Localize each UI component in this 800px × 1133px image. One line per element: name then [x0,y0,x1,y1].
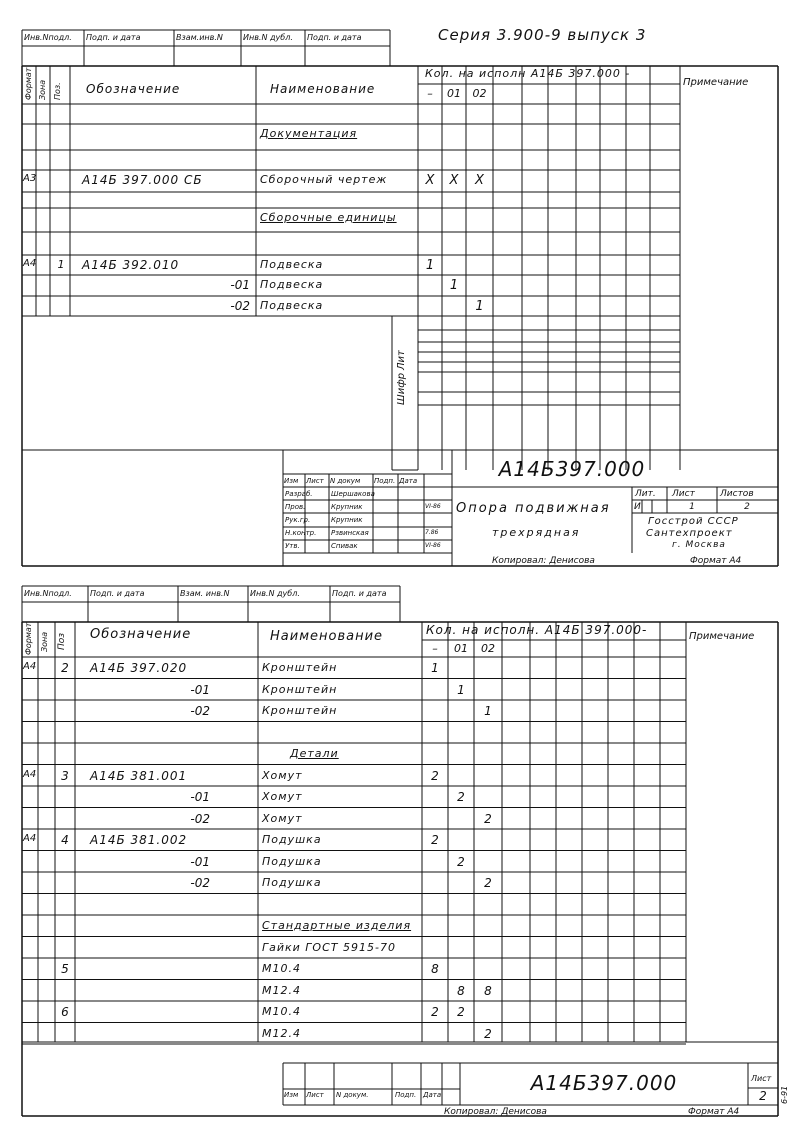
row-name: Детали [290,747,339,760]
row-qty: 1 [431,661,439,675]
series-note: Серия 3.900-9 выпуск 3 [438,26,647,44]
row-format: А3 [23,173,37,184]
col-header-format: Формат [24,67,33,100]
stamp-head-cell: Дата [399,477,418,485]
stamp-role: Разраб. [285,490,313,498]
row-pos: 4 [61,833,69,847]
col-header-designation: Обозначение [86,82,181,96]
row-qty: 8 [457,983,465,998]
row-designation: А14Б 381.001 [90,768,188,783]
row-qty: 2 [457,854,465,869]
stamp-head-cell: N докум [330,477,361,485]
stamp-cell-label: Инв.Nподл. [24,33,72,42]
stamp-cell-label: Взам.инв.N [176,33,223,42]
row-qty: 8 [431,962,439,976]
row-name: М10.4 [262,962,301,975]
title-line: трехрядная [492,526,581,539]
col-header-format: Формат [24,622,33,655]
row-designation: А14Б 397.020 [90,661,188,675]
row-qty: 2 [484,1026,492,1041]
format-label: Формат А4 [690,556,742,566]
qty-sub-header: 01 [454,642,468,655]
stamp-head-cell: Изм [284,477,299,485]
stamp-head-cell: Изм [284,1091,299,1099]
org-line: Сантехпроект [646,528,733,539]
qty-sub-header: 01 [447,87,461,100]
col-header-zone: Зона [40,631,49,652]
copied-by: Копировал: Денисова [492,556,595,566]
row-format: А4 [23,833,37,844]
col-header-qty: Кол. на исполн. А14Б 397.000- [426,623,648,637]
stamp-date: VI-86 [425,542,441,549]
col-header-zone: Зона [38,79,47,100]
row-designation: -01 [190,682,210,697]
row-qty: 1 [425,258,435,273]
row-designation: А14Б 381.002 [90,833,188,847]
row-name: Кронштейн [262,682,338,696]
stamp-signer: Спивак [331,542,358,550]
row-name: Подвеска [260,258,324,271]
row-designation: -01 [190,790,210,804]
qty-sub-header: – [427,87,433,100]
lit-value: И [634,502,641,512]
stamp-head-cell: Подп. [395,1091,417,1099]
row-designation: -02 [230,299,250,313]
stamp-signer: Крупник [331,503,363,511]
shifr-label: Шифр [396,372,407,405]
row-qty: X [425,173,435,188]
row-qty: 2 [457,1005,465,1019]
col-header-name: Наименование [270,82,376,96]
row-format: А4 [23,258,37,269]
stamp-cell-label: Инв.Nподл. [24,589,72,598]
row-name: Подвеска [260,299,324,312]
row-qty: 2 [431,833,439,847]
stamp-cell-label: Взам. инв.N [180,589,230,598]
row-pos: 2 [61,661,69,675]
title-line: Опора подвижная [456,501,611,516]
stamp-head-cell: Дата [423,1091,442,1099]
row-designation: А14Б 397.000 СБ [82,173,203,187]
row-name: Подвеска [260,278,324,291]
copied-by: Копировал: Денисова [444,1107,547,1117]
row-name: Хомут [262,790,303,803]
row-qty: X [475,173,484,188]
stamp-signer: Шершакова [331,490,375,498]
org-line: Госстрой СССР [648,516,739,527]
list-value: 1 [689,502,695,512]
stamp-date: VI-86 [425,503,441,510]
row-pos: 6 [61,1005,69,1019]
col-header-pos: Поз. [53,82,62,100]
row-name: Сборочный чертеж [260,173,388,186]
listov-head: Листов [720,489,754,499]
listov-value: 2 [744,502,750,512]
stamp-cell-label: Инв.N дубл. [250,589,300,598]
row-designation: -02 [190,876,210,890]
stamp-signer: Рзвинская [331,529,369,537]
row-name: Кронштейн [262,704,338,717]
stamp-head-cell: Лист [306,477,324,485]
margin-mark: 6-91 [780,1085,789,1104]
document-code: А14Б397.000 [530,1071,678,1095]
stamp-head-cell: Подп. [374,477,396,485]
list-value: 2 [759,1089,767,1103]
stamp-cell-label: Инв.N дубл. [243,33,293,42]
stamp-cell-label: Подп. и дата [332,589,387,598]
row-qty: 2 [484,876,492,890]
format-label: Формат А4 [688,1107,740,1117]
row-qty: X [449,173,459,188]
row-name: Стандартные изделия [262,919,412,932]
row-format: А4 [23,661,37,672]
row-name: Сборочные единицы [260,211,397,224]
list-head: Лист [672,489,695,499]
stamp-role: Н.контр. [285,529,317,537]
lit-head: Лит. [635,489,656,499]
row-name: Хомут [262,768,303,782]
col-header-qty: Кол. на исполн А14Б 397.000 - [425,67,631,80]
stamp-signer: Крупник [331,516,363,524]
col-header-note: Примечание [689,631,755,642]
row-name: Гайки ГОСТ 5915-70 [262,940,396,954]
row-pos: 1 [57,258,65,271]
stamp-head-cell: N докум. [336,1091,369,1099]
lit-label: Лит [396,350,407,370]
row-name: М12.4 [262,983,301,997]
stamp-role: Пров. [285,503,306,511]
row-designation: -02 [190,811,210,826]
row-name: Подушка [262,833,322,846]
row-qty: 1 [484,704,492,718]
row-pos: 3 [61,768,69,783]
row-name: М12.4 [262,1026,301,1040]
row-designation: А14Б 392.010 [82,258,180,272]
col-header-name: Наименование [270,629,384,644]
row-designation: -01 [230,278,250,292]
col-header-pos: Поз [57,632,67,650]
row-qty: 2 [431,768,439,783]
row-qty: 8 [484,983,492,998]
row-format: А4 [23,768,37,780]
row-designation: -01 [190,854,210,869]
qty-sub-header: – [432,642,438,655]
row-name: Хомут [262,811,303,825]
list-head: Лист [751,1074,772,1083]
qty-sub-header: 02 [481,642,495,655]
row-pos: 5 [61,962,69,976]
stamp-cell-label: Подп. и дата [307,33,362,42]
row-qty: 2 [457,790,465,804]
stamp-role: Рук.гр. [285,516,311,524]
stamp-date: 7.86 [425,529,439,536]
row-qty: 2 [484,811,492,826]
row-qty: 1 [475,299,484,314]
row-name: Кронштейн [262,661,338,674]
document-code: А14Б397.000 [498,457,646,481]
row-name: М10.4 [262,1005,301,1018]
row-name: Подушка [262,876,322,889]
org-line: г. Москва [672,540,726,550]
row-name: Документация [260,127,358,140]
row-qty: 2 [431,1005,439,1019]
stamp-cell-label: Подп. и дата [90,589,145,598]
col-header-designation: Обозначение [90,627,192,642]
col-header-note: Примечание [683,77,749,88]
row-name: Подушка [262,854,322,868]
stamp-head-cell: Лист [306,1091,324,1099]
qty-sub-header: 02 [472,87,487,100]
stamp-role: Утв. [285,542,300,550]
row-qty: 1 [449,278,459,293]
row-qty: 1 [457,682,465,697]
row-designation: -02 [190,704,210,718]
stamp-cell-label: Подп. и дата [86,33,141,42]
